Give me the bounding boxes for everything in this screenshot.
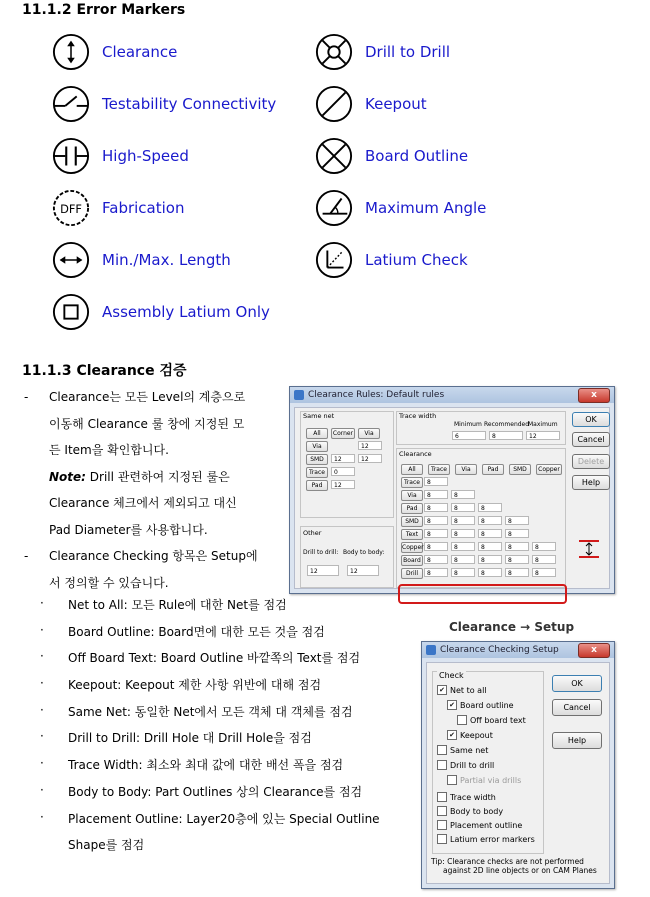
checkbox-empty-icon[interactable] (437, 792, 447, 802)
sub-bullet (40, 649, 420, 676)
drill-to-drill-label: Drill to drill: (303, 549, 339, 556)
marker-label: Keepout (365, 95, 427, 113)
checkbox-placement-outline[interactable] (437, 820, 522, 830)
other-group (300, 526, 394, 588)
tip-line: against 2D line objects or on CAM Planes (443, 866, 597, 875)
same-net-cell[interactable]: 12 (331, 480, 355, 489)
checkbox-board-outline[interactable] (447, 700, 514, 710)
same-net-cell[interactable]: 12 (358, 454, 382, 463)
bullet-line: 든 Item을 확인합니다. (49, 443, 169, 457)
sub-bullet (40, 783, 420, 810)
marker-label: High-Speed (102, 147, 189, 165)
sub-bullet (40, 756, 420, 783)
marker-label: Maximum Angle (365, 199, 487, 217)
checkbox-checked-icon[interactable]: ✔ (437, 685, 447, 695)
checkbox-empty-icon[interactable] (437, 820, 447, 830)
ok-button[interactable]: OK (552, 675, 602, 692)
clearance-cell[interactable]: 8 (478, 542, 502, 551)
sub-bullet-text: Board Outline: Board면에 대한 모든 것을 점검 (68, 624, 325, 639)
fabrication-marker-icon (52, 189, 90, 227)
clearance-cell[interactable]: 8 (451, 490, 475, 499)
bullet-item (22, 543, 284, 596)
other-label: Other (303, 529, 322, 537)
tw-max-input[interactable]: 12 (526, 431, 560, 440)
checkbox-checked-icon[interactable]: ✔ (447, 700, 457, 710)
sub-bullet (40, 623, 420, 650)
cl-row-board-button[interactable]: Board (401, 555, 423, 566)
close-button[interactable]: x (578, 643, 610, 658)
same-net-label: Same net (303, 412, 335, 420)
checkbox-empty-icon[interactable] (457, 715, 467, 725)
checkbox-empty-icon[interactable] (447, 775, 457, 785)
tw-rec-input[interactable]: 8 (489, 431, 523, 440)
bullet-block (22, 384, 284, 596)
checkbox-label: Keepout (460, 730, 493, 740)
cancel-button[interactable]: Cancel (572, 432, 610, 447)
tip-text (431, 857, 597, 875)
row-trace-button[interactable]: Trace (306, 467, 328, 478)
app-icon (294, 390, 304, 400)
cl-row-copper-button[interactable]: Copper (402, 544, 424, 551)
keepout-marker-icon (315, 85, 353, 123)
marker-fabrication (52, 189, 184, 227)
sub-bullet-dot: · (40, 649, 44, 664)
marker-label: Testability Connectivity (102, 95, 277, 113)
body-to-body-label: Body to body: (343, 549, 385, 556)
sub-bullet-text: Net to All: 모든 Rule에 대한 Net를 점검 (68, 598, 287, 612)
checkbox-same-net[interactable] (437, 745, 488, 755)
clearance-cell[interactable]: 8 (478, 516, 502, 525)
sub-bullet (40, 729, 420, 756)
dialog-titlebar (290, 387, 614, 403)
cl-header-smd-button[interactable]: SMD (509, 464, 531, 475)
dialog-body (294, 407, 610, 589)
sub-bullet-dot: · (40, 622, 44, 637)
checkbox-label: Placement outline (450, 820, 523, 830)
clearance-matrix-group (396, 448, 566, 588)
checkbox-empty-icon[interactable] (437, 760, 447, 770)
bullet-dash: - (24, 390, 29, 404)
bullet-line: Clearance Checking 항목은 Setup에 (49, 549, 258, 563)
delete-button[interactable]: Delete (572, 454, 610, 469)
clearance-cell[interactable]: 8 (451, 542, 475, 551)
marker-label: Fabrication (102, 199, 185, 217)
checkbox-label: Same net (450, 745, 489, 755)
clearance-cell[interactable]: 8 (424, 503, 448, 512)
clearance-cell[interactable]: 8 (451, 503, 475, 512)
checkbox-label: Drill to drill (450, 760, 495, 770)
setup-caption: Clearance → Setup (449, 620, 575, 634)
marker-keepout (315, 85, 427, 123)
help-button[interactable]: Help (552, 732, 602, 749)
cl-header-pad-button[interactable]: Pad (482, 464, 504, 475)
body-to-body-input[interactable]: 12 (347, 565, 379, 576)
clearance-label: Clearance (399, 450, 432, 458)
clearance-cell[interactable]: 8 (451, 529, 475, 538)
sub-bullet (40, 596, 420, 623)
marker-length (52, 241, 231, 279)
latium-check-marker-icon (315, 241, 353, 279)
clearance-cell[interactable]: 8 (424, 529, 448, 538)
row-pad-button[interactable]: Pad (306, 480, 328, 491)
clearance-cell[interactable]: 8 (505, 542, 529, 551)
marker-label: Drill to Drill (365, 43, 451, 61)
same-net-all-button[interactable]: All (306, 428, 328, 439)
sub-bullet (40, 703, 420, 730)
marker-label: Board Outline (365, 147, 469, 165)
note-line: Pad Diameter를 사용합니다. (49, 522, 208, 537)
checkbox-label: Net to all (450, 685, 487, 695)
sub-bullet-text: Shape를 점검 (68, 838, 145, 853)
same-net-cell[interactable]: 12 (358, 441, 382, 450)
marker-board-outline (315, 137, 468, 175)
sub-bullet-text: Same Net: 동일한 Net에서 모든 객체 대 객체를 점검 (68, 704, 353, 719)
clearance-cell[interactable]: 8 (505, 568, 529, 577)
sub-bullet-text: Keepout: Keepout 제한 사항 위반에 대해 점검 (68, 678, 322, 693)
clearance-cell[interactable]: 8 (424, 568, 448, 577)
clearance-cell[interactable]: 8 (451, 568, 475, 577)
checkbox-keepout[interactable] (447, 730, 493, 740)
cl-row-via-button[interactable]: Via (401, 490, 423, 501)
app-icon (426, 645, 436, 655)
clearance-cell[interactable]: 8 (424, 477, 448, 486)
marker-label: Assembly Latium Only (102, 303, 270, 321)
drill-to-drill-input[interactable]: 12 (307, 565, 339, 576)
cl-header-all-button[interactable]: All (401, 464, 423, 475)
bullet-item (22, 384, 284, 543)
fabrication-glyph: DFF (60, 201, 82, 216)
drill-to-drill-marker-icon (315, 33, 353, 71)
dialog-body (426, 662, 610, 884)
sub-bullet-dot: · (40, 782, 44, 797)
bullet-line: Clearance는 모든 Level의 계층으로 (49, 390, 246, 404)
sub-bullet (40, 810, 420, 837)
checkbox-label: Off board text (470, 715, 526, 725)
tw-header-max: Maximum (528, 421, 558, 428)
clearance-cell[interactable]: 8 (478, 503, 502, 512)
checkbox-label: Partial via drills (460, 775, 522, 785)
cl-row-drill-button[interactable]: Drill (401, 568, 423, 579)
clearance-cell[interactable]: 8 (451, 555, 475, 564)
marker-maximum-angle (315, 189, 486, 227)
testability-marker-icon (52, 85, 90, 123)
same-net-group (300, 411, 394, 518)
clearance-cell[interactable]: 8 (532, 542, 556, 551)
clearance-cell[interactable]: 8 (424, 490, 448, 499)
sub-bullet-text: Drill to Drill: Drill Hole 대 Drill Hole을 점검 (68, 731, 312, 746)
sub-bullet (40, 676, 420, 703)
clearance-cell[interactable]: 8 (478, 529, 502, 538)
section-title-error-markers: 11.1.2 Error Markers (22, 2, 186, 18)
bullet-line: 이동해 Clearance 룰 창에 지정된 모 (49, 416, 245, 431)
sub-bullet-text: Off Board Text: Board Outline 바깥쪽의 Text를 점검 (68, 651, 361, 666)
cl-row-trace-button[interactable]: Trace (401, 477, 423, 488)
checkbox-net-to-all[interactable] (437, 685, 487, 695)
checkbox-label: Body to body (450, 806, 504, 816)
maximum-angle-marker-icon (315, 189, 353, 227)
clearance-cell[interactable]: 8 (478, 568, 502, 577)
sub-bullet-text: Body to Body: Part Outlines 상의 Clearance를 점검 (68, 784, 363, 799)
cl-header-via-button[interactable]: Via (455, 464, 477, 475)
clearance-setup-dialog (421, 641, 615, 889)
note-label: Note: (49, 469, 86, 484)
bullet-line: 서 정의할 수 있습니다. (49, 575, 169, 590)
assembly-marker-icon (52, 293, 90, 331)
cl-row-text-button[interactable]: Text (401, 529, 423, 540)
note-text: Drill 관련하여 지정된 룰은 (89, 469, 230, 484)
clearance-marker-icon (52, 33, 90, 71)
checkbox-empty-icon[interactable] (437, 834, 447, 844)
cl-row-smd-button[interactable]: SMD (401, 516, 423, 527)
dialog-title: Clearance Checking Setup (440, 645, 559, 655)
sub-bullet-list (40, 596, 420, 863)
clearance-cell[interactable]: 8 (424, 555, 448, 564)
checkbox-checked-icon[interactable]: ✔ (447, 730, 457, 740)
clearance-rules-dialog (289, 386, 615, 594)
sub-bullet-dot: · (40, 729, 44, 744)
row-via-button[interactable]: Via (306, 441, 328, 452)
sub-bullet-dot: · (40, 702, 44, 717)
marker-label: Min./Max. Length (102, 251, 231, 269)
marker-label: Clearance (102, 43, 178, 61)
dialog-title: Clearance Rules: Default rules (308, 390, 445, 400)
clearance-cell[interactable]: 8 (424, 542, 448, 551)
drill-row-highlight (398, 584, 567, 604)
high-speed-marker-icon (52, 137, 90, 175)
ok-button[interactable]: OK (572, 412, 610, 427)
check-label: Check (439, 671, 464, 680)
marker-clearance (52, 33, 177, 71)
cl-header-copper-button[interactable]: Copper (536, 464, 562, 475)
tw-min-input[interactable]: 6 (452, 431, 486, 440)
cancel-button[interactable]: Cancel (552, 699, 602, 716)
clearance-cell[interactable]: 8 (424, 516, 448, 525)
sub-bullet-continuation (40, 836, 420, 863)
sub-bullet-dot: · (40, 596, 44, 610)
checkbox-label: Latium error markers (450, 834, 535, 844)
same-net-cell[interactable]: 12 (331, 454, 355, 463)
marker-testability (52, 85, 276, 123)
checkbox-latium-error-markers[interactable] (437, 834, 535, 844)
clearance-indicator-icon (577, 538, 601, 560)
checkbox-empty-icon[interactable] (437, 745, 447, 755)
tw-header-min: Minimum (454, 421, 482, 428)
length-marker-icon (52, 241, 90, 279)
clearance-cell[interactable]: 8 (451, 516, 475, 525)
clearance-cell[interactable]: 8 (505, 516, 529, 525)
clearance-cell[interactable]: 8 (532, 568, 556, 577)
sub-bullet-dot: · (40, 809, 44, 824)
clearance-cell[interactable]: 8 (478, 555, 502, 564)
checkbox-label: Trace width (450, 792, 496, 802)
clearance-cell[interactable]: 8 (532, 555, 556, 564)
bullet-dash: - (24, 549, 29, 563)
marker-label: Latium Check (365, 251, 468, 269)
trace-width-label: Trace width (399, 412, 437, 420)
help-button[interactable]: Help (572, 475, 610, 490)
cl-row-pad-button[interactable]: Pad (401, 503, 423, 514)
same-net-corner-button[interactable]: Corner (332, 430, 354, 437)
tw-header-rec: Recommended (484, 421, 530, 428)
check-group (432, 671, 544, 854)
sub-bullet-text: Placement Outline: Layer20층에 있는 Special Outline (68, 811, 380, 826)
cl-header-trace-button[interactable]: Trace (428, 464, 450, 475)
row-smd-button[interactable]: SMD (306, 454, 328, 465)
checkbox-empty-icon[interactable] (437, 806, 447, 816)
board-outline-marker-icon (315, 137, 353, 175)
sub-bullet-text: Trace Width: 최소와 최대 값에 대한 배선 폭을 점검 (68, 758, 344, 773)
marker-drill-to-drill (315, 33, 450, 71)
note-line (49, 464, 284, 491)
checkbox-trace-width[interactable] (437, 792, 496, 802)
checkbox-body-to-body[interactable] (437, 806, 503, 816)
checkbox-label: Board outline (460, 700, 514, 710)
sub-bullet-dot: · (40, 676, 44, 691)
same-net-cell[interactable]: 0 (331, 467, 355, 476)
marker-latium-check (315, 241, 468, 279)
checkbox-drill-to-drill[interactable] (437, 760, 494, 770)
trace-width-group (396, 411, 566, 445)
tip-line: Tip: Clearance checks are not performed (431, 857, 584, 866)
same-net-via-button[interactable]: Via (358, 428, 380, 439)
clearance-cell[interactable]: 8 (505, 555, 529, 564)
checkbox-off-board-text[interactable] (457, 715, 526, 725)
note-line: Clearance 체크에서 제외되고 대신 (49, 496, 237, 510)
marker-assembly (52, 293, 270, 331)
section-title-clearance: 11.1.3 Clearance 검증 (22, 363, 187, 379)
close-button[interactable]: x (578, 388, 610, 403)
sub-bullet-dot: · (40, 756, 44, 771)
clearance-cell[interactable]: 8 (505, 529, 529, 538)
checkbox-partial-via-drills[interactable] (447, 775, 521, 785)
marker-high-speed (52, 137, 189, 175)
